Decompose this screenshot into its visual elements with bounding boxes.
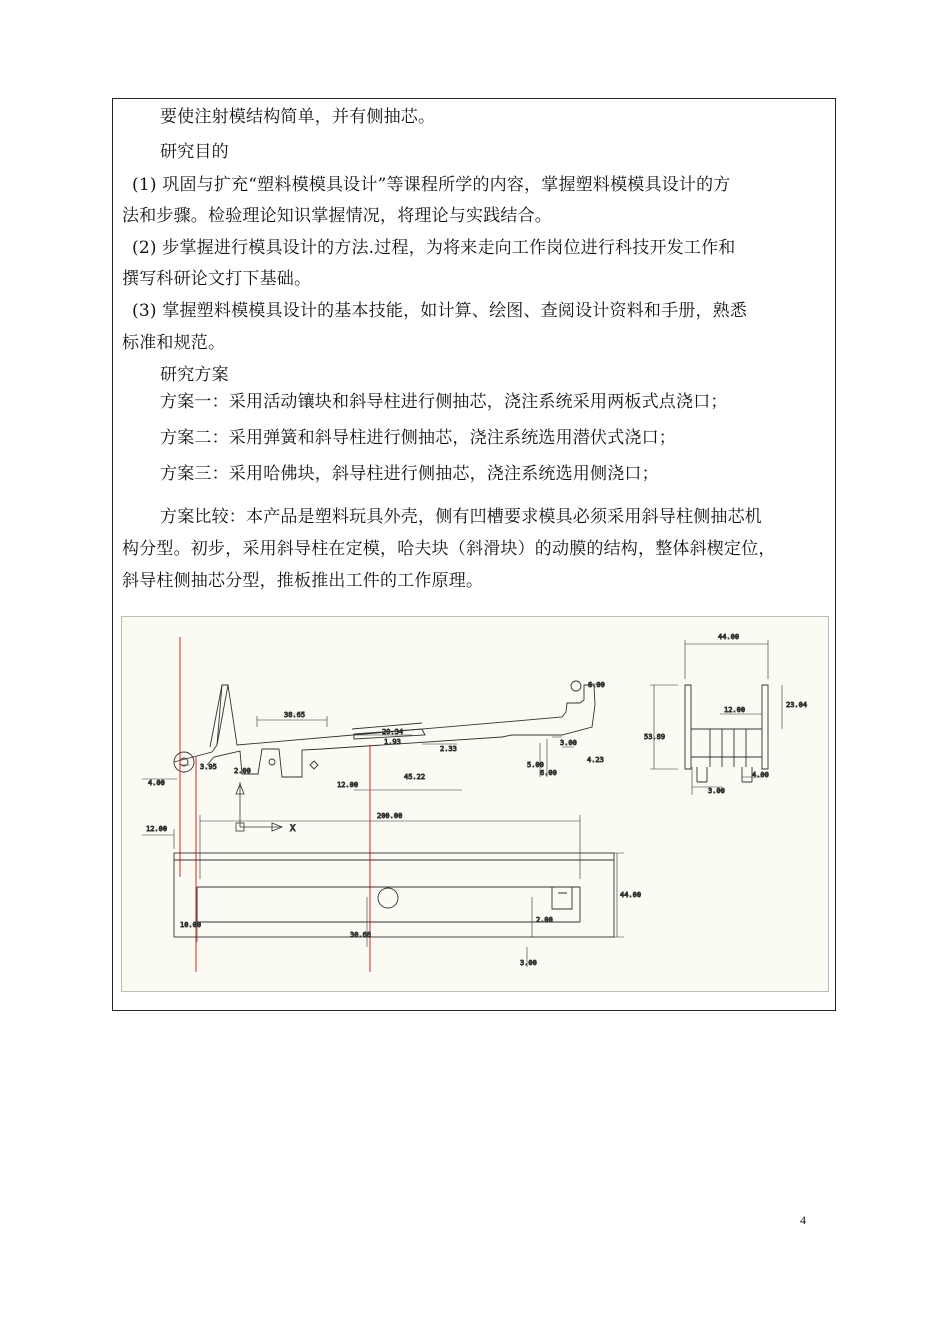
dim-label: 6.00	[588, 681, 605, 689]
dim-label: 44.00	[718, 633, 740, 641]
dim-label: 3.00	[520, 959, 537, 967]
dim-label: 10.00	[180, 921, 202, 929]
cad-drawing-svg	[122, 617, 828, 991]
plan-comparison: 方案比较：本产品是塑料玩具外壳，侧有凹槽要求模具必须采用斜导柱侧抽芯机	[160, 507, 762, 527]
paragraph-line: 要使注射模结构简单，并有侧抽芯。	[160, 107, 436, 127]
dim-label: 2.33	[440, 745, 457, 753]
dim-label: 200.00	[377, 812, 403, 820]
paragraph-line: (3) 掌握塑料模模具设计的基本技能，如计算、绘图、查阅设计资料和手册，熟悉	[132, 301, 748, 321]
part-outline-front	[685, 685, 768, 769]
dim-label: 3.00	[560, 739, 577, 747]
dim-label: 4.23	[587, 756, 604, 764]
paragraph-line: 法和步骤。检验理论知识掌握情况，将理论与实践结合。	[122, 206, 552, 226]
dim-label: 30.68	[350, 931, 372, 939]
paragraph-line: 标准和规范。	[122, 333, 226, 353]
paragraph-line: 构分型。初步，采用斜导柱在定模，哈夫块（斜滑块）的动膜的结构，整体斜楔定位，	[122, 539, 776, 559]
dim-label: 1.93	[384, 738, 401, 746]
dim-label: 12.00	[146, 825, 168, 833]
dim-label: 53.89	[644, 733, 666, 741]
paragraph-line: 撰写科研论文打下基础。	[122, 269, 312, 289]
cad-drawing	[121, 616, 829, 992]
dim-label: 12.00	[724, 706, 746, 714]
plan-three: 方案三：采用哈佛块，斜导柱进行侧抽芯，浇注系统选用侧浇口；	[160, 464, 659, 484]
dim-label: 4.00	[752, 771, 769, 779]
axis-x-label: X	[290, 824, 296, 834]
dim-label: 45.22	[404, 773, 426, 781]
dim-label: 29.34	[382, 728, 404, 736]
paragraph-line: (1) 巩固与扩充“塑料模模具设计”等课程所学的内容，掌握塑料模模具设计的方	[132, 175, 731, 195]
dim-label: 3.00	[708, 787, 725, 795]
dim-label: 5.00	[527, 761, 544, 769]
paragraph-line: (2) 步掌握进行模具设计的方法.过程，为将来走向工作岗位进行科技开发工作和	[132, 238, 736, 258]
dim-label: 12.00	[337, 781, 359, 789]
dim-label: 4.00	[148, 779, 165, 787]
dim-label: 2.00	[536, 916, 553, 924]
dim-label: 44.00	[620, 891, 642, 899]
section-heading-research-plan: 研究方案	[160, 365, 229, 385]
section-heading-research-purpose: 研究目的	[160, 142, 229, 162]
page-number: 4	[800, 1213, 806, 1227]
dim-label: 6.00	[540, 769, 557, 777]
dim-label: 3.95	[200, 763, 217, 771]
plan-two: 方案二：采用弹簧和斜导柱进行侧抽芯，浇注系统选用潜伏式浇口；	[160, 428, 676, 448]
dim-label: 2.00	[234, 767, 251, 775]
plan-one: 方案一：采用活动镶块和斜导柱进行侧抽芯，浇注系统采用两板式点浇口；	[160, 392, 728, 412]
part-outline-plan	[174, 853, 614, 937]
paragraph-line: 斜导柱侧抽芯分型，推板推出工件的工作原理。	[122, 571, 484, 591]
dim-label: 23.04	[786, 701, 808, 709]
dim-label: 38.65	[284, 711, 306, 719]
